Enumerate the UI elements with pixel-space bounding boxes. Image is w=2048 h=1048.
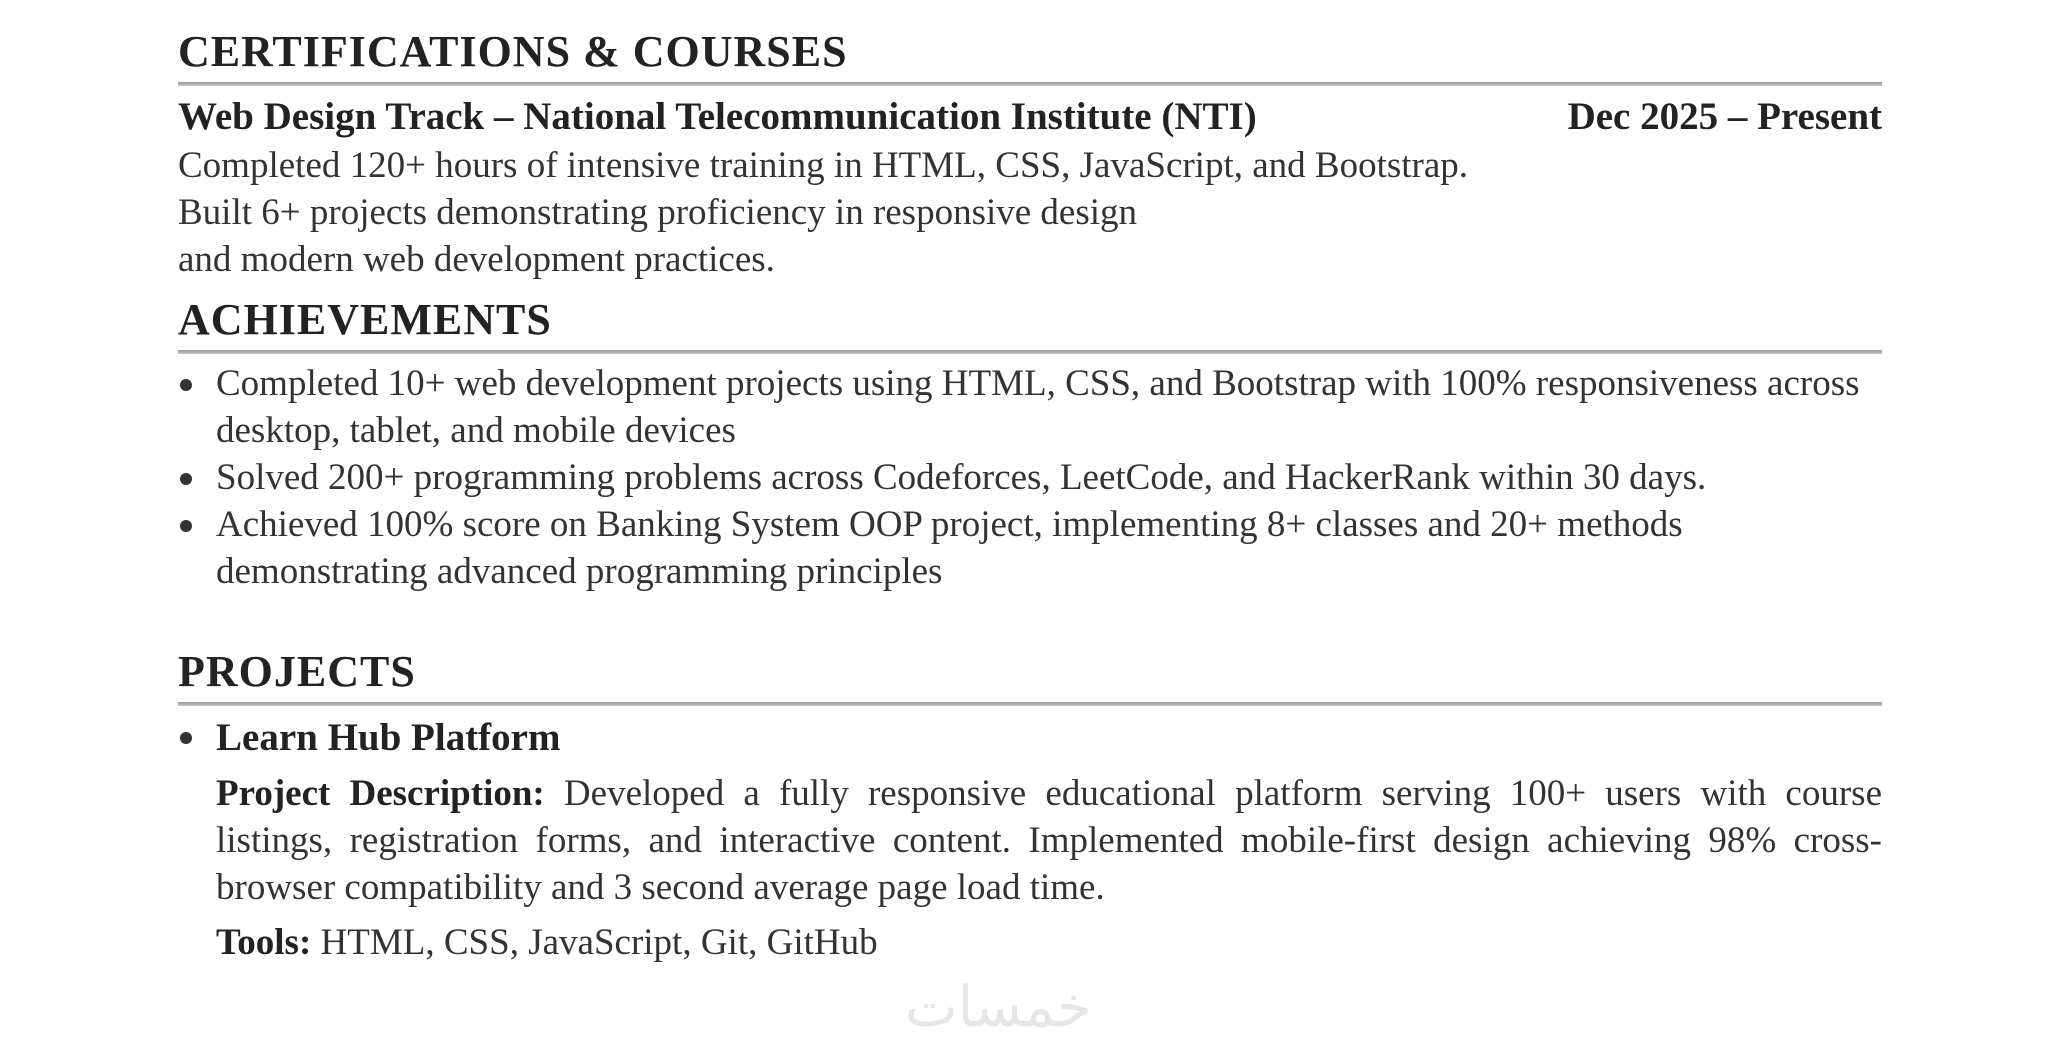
section-divider [178,82,1882,86]
list-item [178,501,1882,595]
achievements-section [178,292,1882,644]
achievement-text: Achieved 100% score on Banking System OOP project, implementing 8+ classes and 20+ methods demonstrating advanced programming principles [216,504,1683,592]
project-tools-label: Tools: [216,922,312,963]
bullet-icon [180,379,192,391]
bullet-icon [180,473,192,485]
projects-section [178,644,1882,966]
project-name: Learn Hub Platform [216,716,561,759]
project-description-text: Developed a fully responsive educational platform serving 100+ users with course listings, registration forms, and interactive content. Implemented mobile-first design achieving 98% cross-browser compatibility and 3 second average page load time. [216,773,1882,908]
resume-page [178,24,1882,966]
list-item [178,360,1882,454]
project-tools [178,919,1882,966]
certification-entry-date: Dec 2025 – Present [1567,95,1882,138]
bullet-icon [180,520,192,532]
achievement-text: Solved 200+ programming problems across Codeforces, LeetCode, and HackerRank within 30 days. [216,457,1707,498]
section-divider [178,702,1882,706]
section-title-projects: PROJECTS [178,647,416,696]
project-description-label: Project Description: [216,773,545,814]
achievement-text: Completed 10+ web development projects using HTML, CSS, and Bootstrap with 100% responsiveness across desktop, tablet, and mobile devices [216,363,1860,451]
watermark-logo [905,975,1092,1040]
certifications-section [178,24,1882,292]
section-title-certifications: CERTIFICATIONS & COURSES [178,27,848,76]
section-divider [178,350,1882,354]
certification-entry-title: Web Design Track – National Telecommunication Institute (NTI) [178,95,1257,138]
certification-line: and modern web development practices. [178,239,775,280]
project-tools-text: HTML, CSS, JavaScript, Git, GitHub [320,922,878,963]
certification-entry-header [178,92,1882,142]
certification-line: Built 6+ projects demonstrating proficiency in responsive design [178,192,1138,233]
achievements-list [178,360,1882,595]
certification-line: Completed 120+ hours of intensive training in HTML, CSS, JavaScript, and Bootstrap. [178,145,1469,186]
project-description [178,770,1882,911]
list-item [178,454,1882,501]
bullet-icon [180,732,192,744]
section-title-achievements: ACHIEVEMENTS [178,295,552,344]
project-title [178,712,1882,764]
watermark-text: خمسات [905,975,1092,1040]
